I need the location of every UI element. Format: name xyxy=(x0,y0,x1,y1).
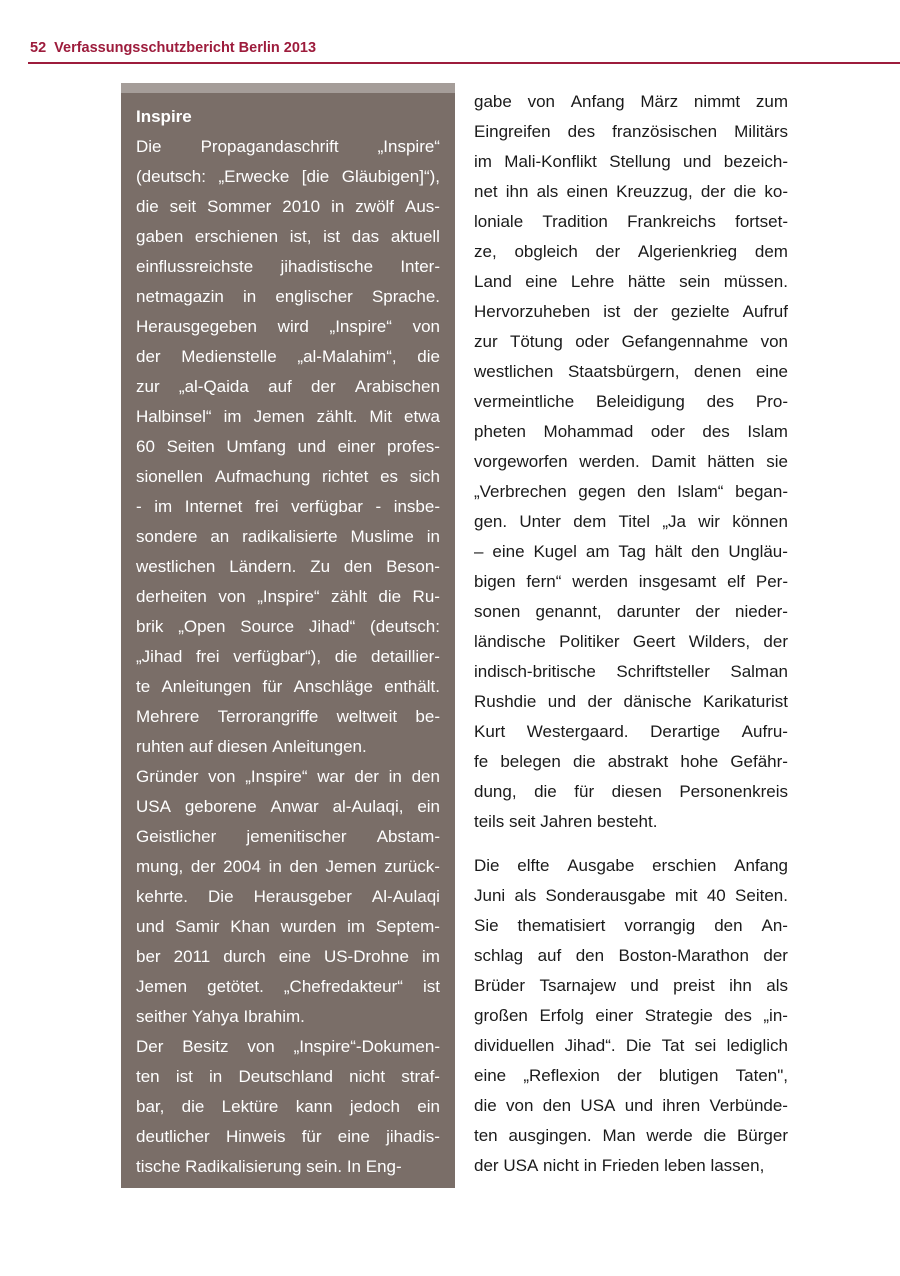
main-text-line: großen Erfolg einer Strategie des „in- xyxy=(474,1006,788,1025)
main-text-line: ten ausgingen. Man werde die Bürger xyxy=(474,1126,788,1145)
main-text-line: indisch-britische Schriftsteller Salman xyxy=(474,662,788,681)
box-text-line: mung, der 2004 in den Jemen zurück- xyxy=(136,857,440,876)
header-rule xyxy=(28,62,900,64)
main-text-line: vermeintliche Beleidigung des Pro- xyxy=(474,392,788,411)
main-text-line: Eingreifen des französischen Militärs xyxy=(474,122,788,141)
box-text-line: kehrte. Die Herausgeber Al-Aulaqi xyxy=(136,887,440,906)
box-text-line: Geistlicher jemenitischer Abstam- xyxy=(136,827,440,846)
box-text-line: Halbinsel“ im Jemen zählt. Mit etwa xyxy=(136,407,440,426)
box-text-line: westlichen Ländern. Zu den Beson- xyxy=(136,557,440,576)
box-text-line: einflussreichste jihadistische Inter- xyxy=(136,257,440,276)
main-text-line: der USA nicht in Frieden leben lassen, xyxy=(474,1156,765,1175)
main-text-line: Land eine Lehre hätte sein müssen. xyxy=(474,272,788,291)
main-text-line: schlag auf den Boston-Marathon der xyxy=(474,946,788,965)
running-header xyxy=(30,40,316,56)
main-text-line: die von den USA und ihren Verbünde- xyxy=(474,1096,788,1115)
main-text-line: gen. Unter dem Titel „Ja wir können xyxy=(474,512,788,531)
box-text-line: ber 2011 durch eine US-Drohne im xyxy=(136,947,440,966)
main-paragraph xyxy=(474,851,788,1181)
main-paragraph xyxy=(474,87,788,837)
main-text-line: pheten Mohammad oder des Islam xyxy=(474,422,788,441)
main-text-line: Brüder Tsarnajew und preist ihn als xyxy=(474,976,788,995)
main-text-column xyxy=(474,87,788,1181)
inspire-info-box xyxy=(121,83,455,1188)
box-text-line: seither Yahya Ibrahim. xyxy=(136,1007,305,1026)
main-text-line: dung, die für diesen Personenkreis xyxy=(474,782,788,801)
box-text-line: (deutsch: „Erwecke [die Gläubigen]“), xyxy=(136,167,440,186)
box-paragraphs xyxy=(136,132,440,1182)
box-text-line: netmagazin in englischer Sprache. xyxy=(136,287,440,306)
main-text-line: vorgeworfen werden. Damit hätten sie xyxy=(474,452,788,471)
main-text-line: Juni als Sonderausgabe mit 40 Seiten. xyxy=(474,886,788,905)
box-text-line: Der Besitz von „Inspire“-Dokumen- xyxy=(136,1037,440,1056)
main-text-line: teils seit Jahren besteht. xyxy=(474,812,658,831)
box-text-line: derheiten von „Inspire“ zählt die Ru- xyxy=(136,587,440,606)
box-text-line: Gründer von „Inspire“ war der in den xyxy=(136,767,440,786)
main-text-line: Rushdie und der dänische Karikaturist xyxy=(474,692,788,711)
main-text-line: im Mali-Konflikt Stellung und bezeich- xyxy=(474,152,788,171)
page-number: 52 xyxy=(30,40,47,56)
box-title: Inspire xyxy=(136,107,192,126)
main-text-line: fe belegen die abstrakt hohe Gefähr- xyxy=(474,752,788,771)
box-text-line: tische Radikalisierung sein. In Eng- xyxy=(136,1157,402,1176)
main-text-line: ze, obgleich der Algerienkrieg dem xyxy=(474,242,788,261)
box-paragraph xyxy=(136,132,440,762)
box-paragraph xyxy=(136,762,440,1032)
box-text-line: 60 Seiten Umfang und einer profes- xyxy=(136,437,440,456)
box-top-band xyxy=(121,83,455,93)
box-text-line: zur „al-Qaida auf der Arabischen xyxy=(136,377,440,396)
box-text-line: der Medienstelle „al-Malahim“, die xyxy=(136,347,440,366)
main-text-line: loniale Tradition Frankreichs fortset- xyxy=(474,212,788,231)
main-text-line: „Verbrechen gegen den Islam“ began- xyxy=(474,482,788,501)
box-content xyxy=(136,105,440,1182)
main-text-line: ländische Politiker Geert Wilders, der xyxy=(474,632,788,651)
box-text-line: ten ist in Deutschland nicht straf- xyxy=(136,1067,440,1086)
box-text-line: brik „Open Source Jihad“ (deutsch: xyxy=(136,617,440,636)
box-text-line: die seit Sommer 2010 in zwölf Aus- xyxy=(136,197,440,216)
main-text-line: gabe von Anfang März nimmt zum xyxy=(474,92,788,111)
main-text-line: net ihn als einen Kreuzzug, der die ko- xyxy=(474,182,788,201)
box-text-line: USA geborene Anwar al-Aulaqi, ein xyxy=(136,797,440,816)
box-text-line: - im Internet frei verfügbar - insbe- xyxy=(136,497,440,516)
box-text-line: gaben erschienen ist, ist das aktuell xyxy=(136,227,440,246)
main-text-line: Die elfte Ausgabe erschien Anfang xyxy=(474,856,788,875)
main-text-line: bigen fern“ werden insgesamt elf Per- xyxy=(474,572,788,591)
main-text-line: Hervorzuheben ist der gezielte Aufruf xyxy=(474,302,788,321)
box-text-line: sionellen Aufmachung richtet es sich xyxy=(136,467,440,486)
box-text-line: Herausgegeben wird „Inspire“ von xyxy=(136,317,440,336)
main-text-line: Kurt Westergaard. Derartige Aufru- xyxy=(474,722,788,741)
report-title: Verfassungsschutzbericht Berlin 2013 xyxy=(54,40,317,56)
box-text-line: ruhten auf diesen Anleitungen. xyxy=(136,737,367,756)
main-text-line: westlichen Staatsbürgern, denen eine xyxy=(474,362,788,381)
box-text-line: Mehrere Terrorangriffe weltweit be- xyxy=(136,707,440,726)
box-text-line: sondere an radikalisierte Muslime in xyxy=(136,527,440,546)
main-text-line: zur Tötung oder Gefangennahme von xyxy=(474,332,788,351)
box-text-line: bar, die Lektüre kann jedoch ein xyxy=(136,1097,440,1116)
main-text-line: – eine Kugel am Tag hält den Ungläu- xyxy=(474,542,788,561)
box-text-line: „Jihad frei verfügbar“), die detaillier- xyxy=(136,647,440,666)
box-text-line: Jemen getötet. „Chefredakteur“ ist xyxy=(136,977,440,996)
main-text-line: sonen genannt, darunter der nieder- xyxy=(474,602,788,621)
main-text-line: eine „Reflexion der blutigen Taten", xyxy=(474,1066,788,1085)
box-paragraph xyxy=(136,1032,440,1182)
main-text-line: dividuellen Jihad“. Die Tat sei lediglich xyxy=(474,1036,788,1055)
main-text-line: Sie thematisiert vorrangig den An- xyxy=(474,916,788,935)
box-text-line: te Anleitungen für Anschläge enthält. xyxy=(136,677,440,696)
box-text-line: und Samir Khan wurden im Septem- xyxy=(136,917,440,936)
box-text-line: deutlicher Hinweis für eine jihadis- xyxy=(136,1127,440,1146)
box-text-line: Die Propagandaschrift „Inspire“ xyxy=(136,137,440,156)
